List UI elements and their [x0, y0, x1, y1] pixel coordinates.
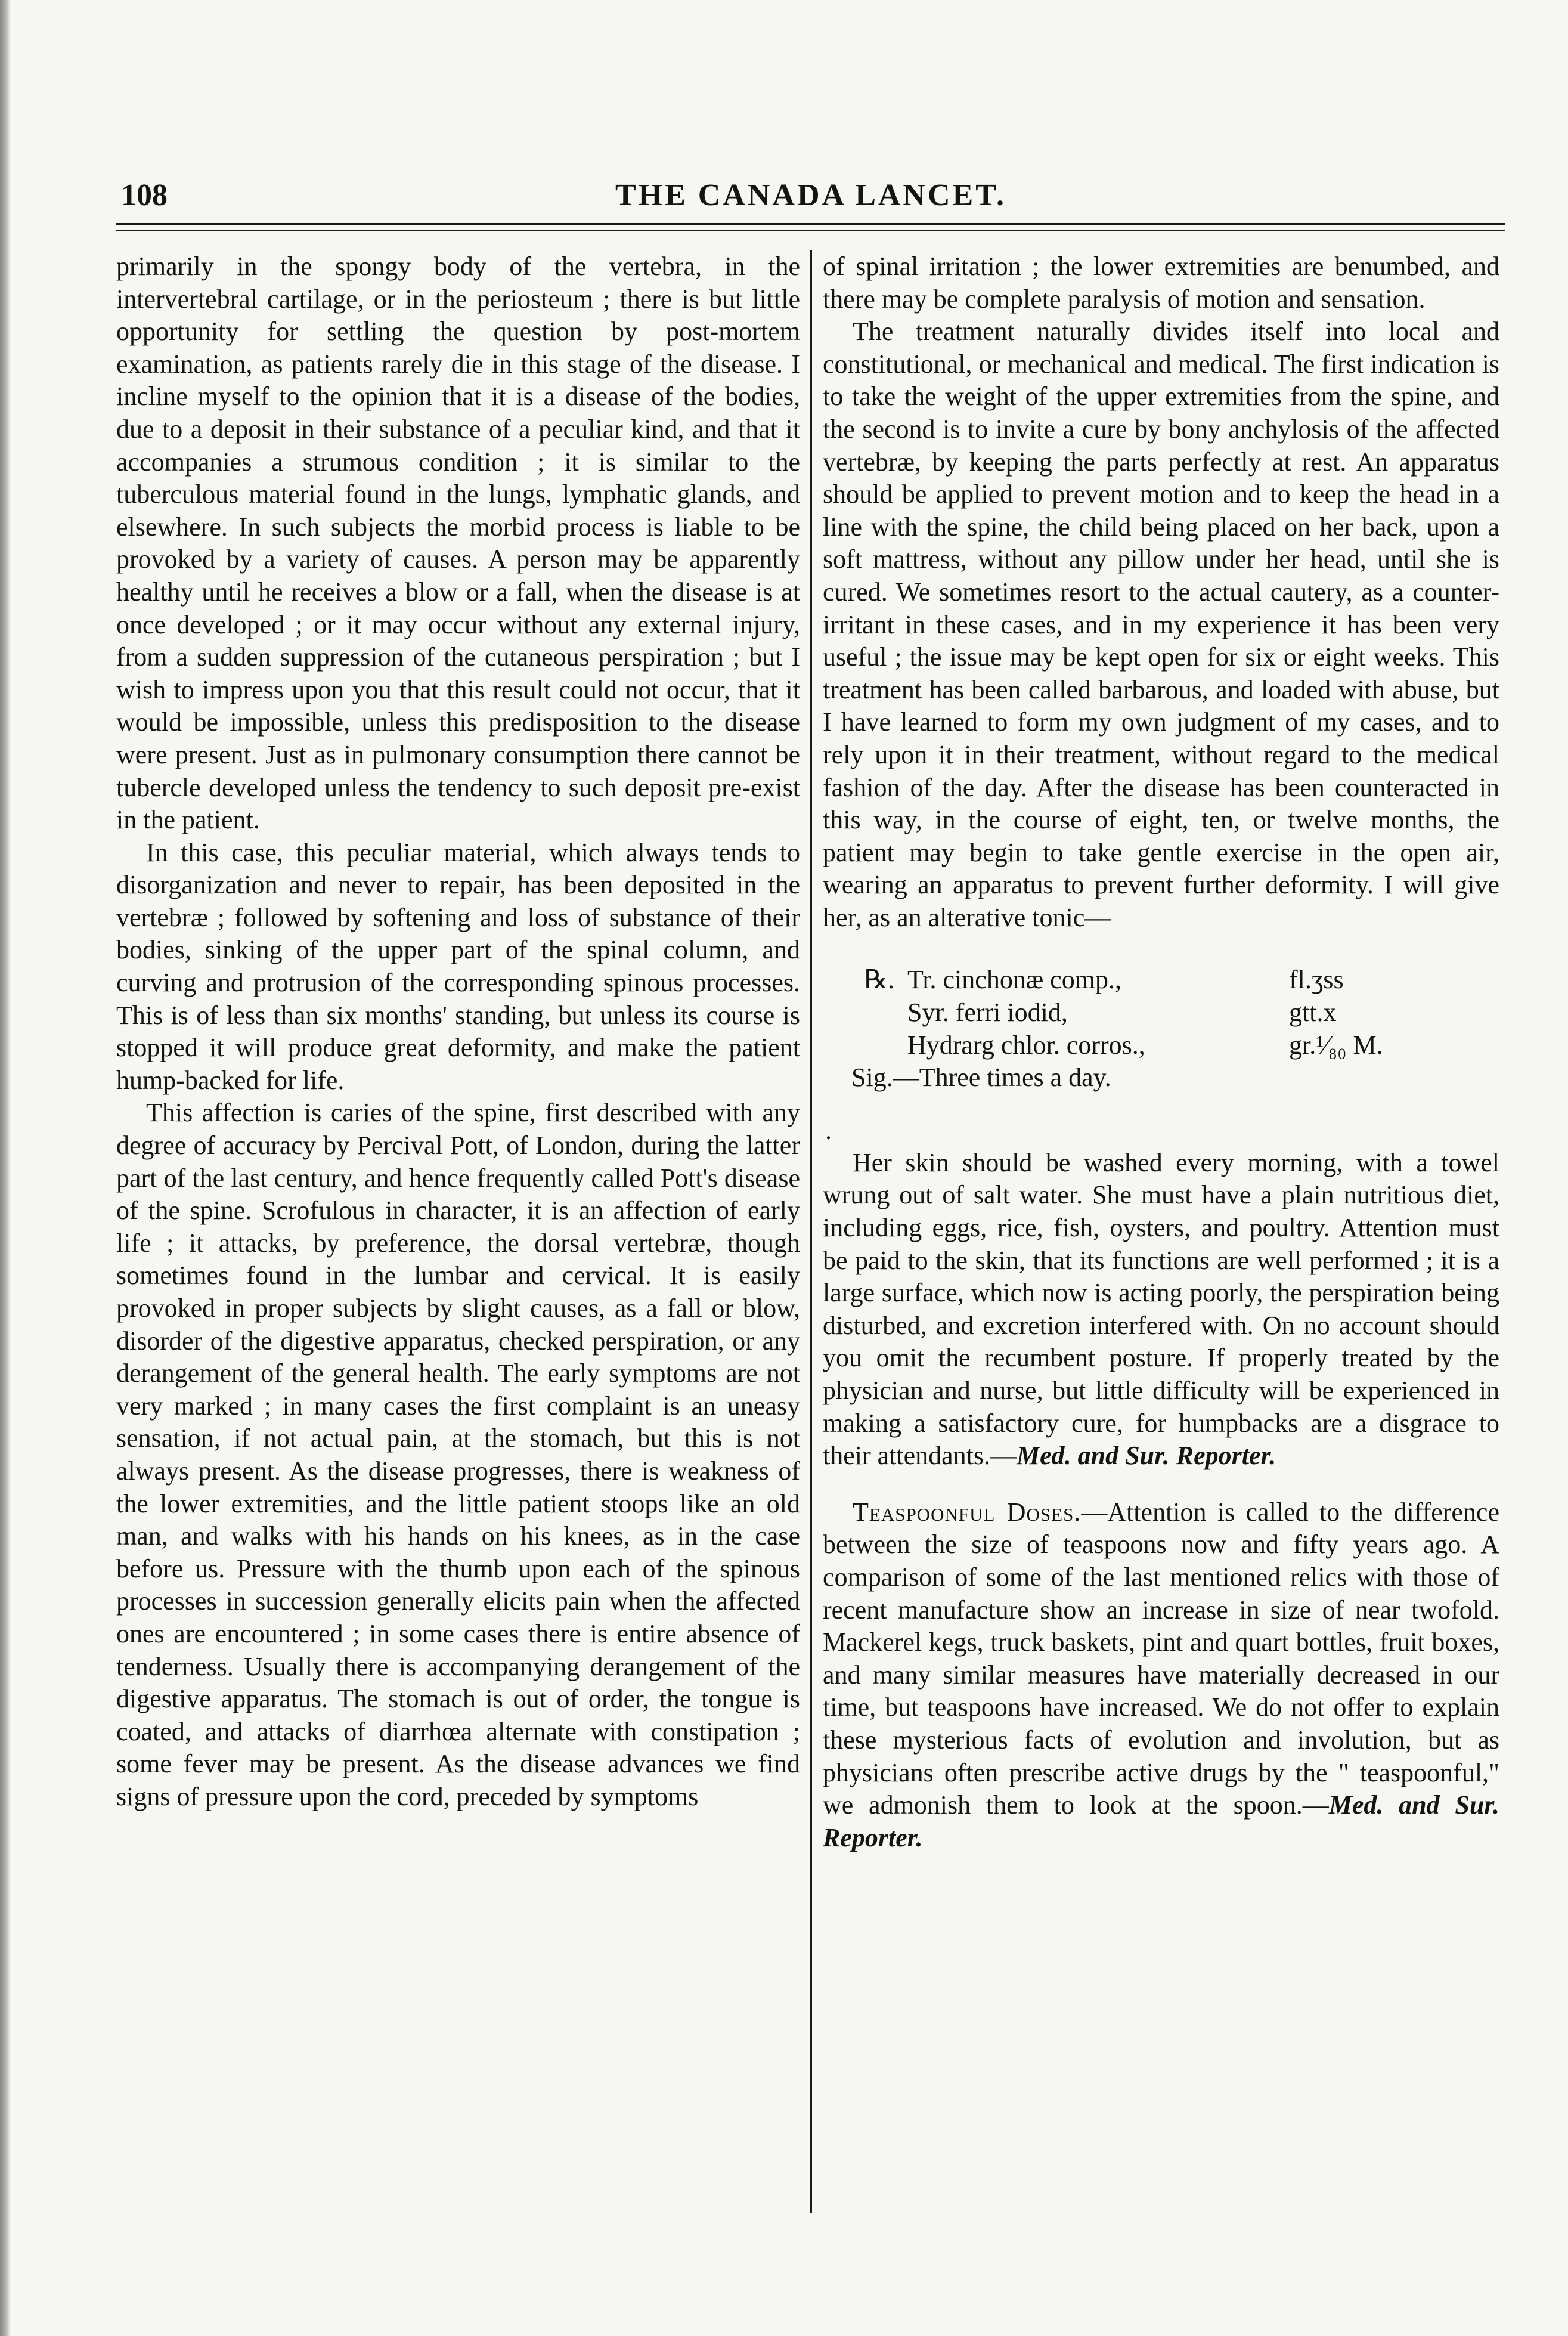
- right-paragraph-3-text: Her skin should be washed every morning, with a towel wrung out of salt water. She must have a plain nutritious diet, including eggs, rice, fish, oysters, and poultry. Attention must be paid to the skin, that its functions are well performed ; it is a large surface, which now is acting poorly, the perspiration being disturbed, and excretion interfered with. On no account should you omit the recumbent posture. If properly treated by the physician and nurse, but little difficulty will be experienced in making a satisfactory cure, for humpbacks are a disgrace to their attendants.—: [823, 1147, 1499, 1471]
- source-citation: Med. and Sur. Reporter.: [823, 1790, 1499, 1852]
- section-gap: [823, 1472, 1499, 1496]
- page-binding-shadow: [0, 0, 11, 2336]
- right-paragraph-4-text: —Attention is called to the difference between the size of teaspoons now and fifty years ago. A comparison of some of the last mentioned relics with those of recent manufacture show an increase in size of near twofold. Mackerel kegs, truck baskets, pint and quart bottles, fruit boxes, and many similar measures have materially decreased in our time, but teaspoons have increased. We do not offer to explain these mysterious facts of evolution and involution, but as physicians often prescribe active drugs by the " teaspoonful," we admonish them to look at the spoon.—: [823, 1497, 1499, 1820]
- prescription-drug: Tr. cinchonæ comp.,: [907, 965, 1121, 995]
- section-heading: Teaspoonful Doses.: [853, 1497, 1082, 1527]
- prescription-row: [823, 997, 1499, 1029]
- left-paragraph-1: primarily in the spongy body of the vertebra, in the intervertebral cartilage, or in the periosteum ; there is but little opportunity for settling the question by post-mortem examination, as patients rarely die in this stage of the disease. I incline myself to the opinion that it is a disease of the bodies, due to a deposit in their substance of a peculiar kind, and that it accompanies a strumous condition ; it is similar to the tuberculous material found in the lungs, lymphatic glands, and elsewhere. In such subjects the morbid process is liable to be provoked by a variety of causes. A person may be apparently healthy until he receives a blow or a fall, when the disease is at once developed ; or it may occur without any external injury, from a sudden suppression of the cutaneous perspiration ; but I wish to impress upon you that this result could not occur, that it would be impossible, unless this predisposition to the disease were present. Just as in pulmonary consumption there cannot be tubercle developed unless the tendency to such deposit pre-exist in the patient.: [116, 252, 800, 835]
- left-paragraph-2: In this case, this peculiar material, which always tends to disorganization and never to repair, has been deposited in the vertebræ ; followed by softening and loss of substance of their bodies, sinking of the upper part of the spinal column, and curving and protrusion of the corresponding spinous processes. This is of less than six months' standing, but unless its course is stopped it will produce great deformity, and make the patient hump-backed for life.: [116, 837, 800, 1095]
- header-rule-thick: [116, 223, 1505, 225]
- journal-page: [116, 173, 1505, 1852]
- prescription-block: [823, 964, 1499, 1094]
- stray-dot: .: [825, 1115, 832, 1145]
- running-header: [116, 173, 1505, 221]
- journal-title: THE CANADA LANCET.: [615, 178, 1007, 212]
- prescription-row: [823, 964, 1499, 997]
- header-rule-thin: [116, 230, 1505, 231]
- column-divider: [810, 250, 812, 2213]
- prescription-row: [823, 1029, 1499, 1062]
- right-paragraph-4: [823, 1496, 1499, 1855]
- page-number: 108: [121, 178, 168, 212]
- source-citation: Med. and Sur. Reporter.: [1017, 1441, 1276, 1471]
- right-paragraph-3: [823, 1147, 1499, 1472]
- prescription-dose: fl.ʒss: [1289, 965, 1344, 995]
- left-column: [116, 250, 800, 1814]
- right-paragraph-2: The treatment naturally divides itself into local and constitutional, or mechanical and medical. The first indication is to take the weight of the upper extremities from the spine, and the second is to invite a cure by bony anchylosis of the affected vertebræ, by keeping the parts perfectly at rest. An apparatus should be applied to prevent motion and to keep the head in a line with the spine, the child being placed on her back, upon a soft mattress, without any pillow under her head, until she is cured. We sometimes resort to the actual cautery, as a counter-irritant in these cases, and in my experience it has been very useful ; the issue may be kept open for six or eight weeks. This treatment has been called barbarous, and loaded with abuse, but I have learned to form my own judgment of my cases, and to rely upon it in their treatment, without regard to the medical fashion of the day. After the disease has been counteracted in this way, in the course of eight, ten, or twelve months, the patient may begin to take gentle exercise in the open air, wearing an apparatus to prevent further deformity. I will give her, as an alterative tonic—: [823, 317, 1499, 932]
- left-paragraph-3: This affection is caries of the spine, first described with any degree of accuracy by Percival Pott, of London, during the latter part of the last century, and hence frequently called Pott's disease of the spine. Scrofulous in character, it is an affection of early life ; it attacks, by preference, the dorsal vertebræ, though sometimes found in the lumbar and cervical. It is easily provoked in proper subjects by slight causes, as a fall or blow, disorder of the digestive apparatus, checked perspiration, or any derangement of the general health. The early symptoms are not very marked ; in many cases the first complaint is an uneasy sensation, if not actual pain, at the stomach, but this is not always present. As the disease progresses, there is weakness of the lower extremities, and the little patient stoops like an old man, and walks with his hands on his knees, as in the case before us. Pressure with the thumb upon each of the spinous processes in succession generally elicits pain when the affected ones are encountered ; in some cases there is entire absence of tenderness. Usually there is accompanying derangement of the digestive apparatus. The stomach is out of order, the tongue is coated, and attacks of diarrhœa alternate with constipation ; some fever may be present. As the disease advances we find signs of pressure upon the cord, preceded by symptoms: [116, 1098, 800, 1811]
- prescription-drug: Hydrarg chlor. corros.,: [907, 1030, 1145, 1060]
- two-column-body: [116, 250, 1505, 2219]
- prescription-dose: gr.¹⁄₈₀ M.: [1289, 1030, 1383, 1060]
- prescription-sig: Sig.—Three times a day.: [851, 1063, 1111, 1093]
- right-column: [823, 250, 1499, 1854]
- prescription-dose: gtt.x: [1289, 998, 1337, 1028]
- prescription-drug: Syr. ferri iodid,: [907, 998, 1068, 1028]
- recipe-symbol: ℞.: [864, 965, 894, 995]
- right-paragraph-1: of spinal irritation ; the lower extremities are benumbed, and there may be complete paralysis of motion and sensation.: [823, 252, 1499, 314]
